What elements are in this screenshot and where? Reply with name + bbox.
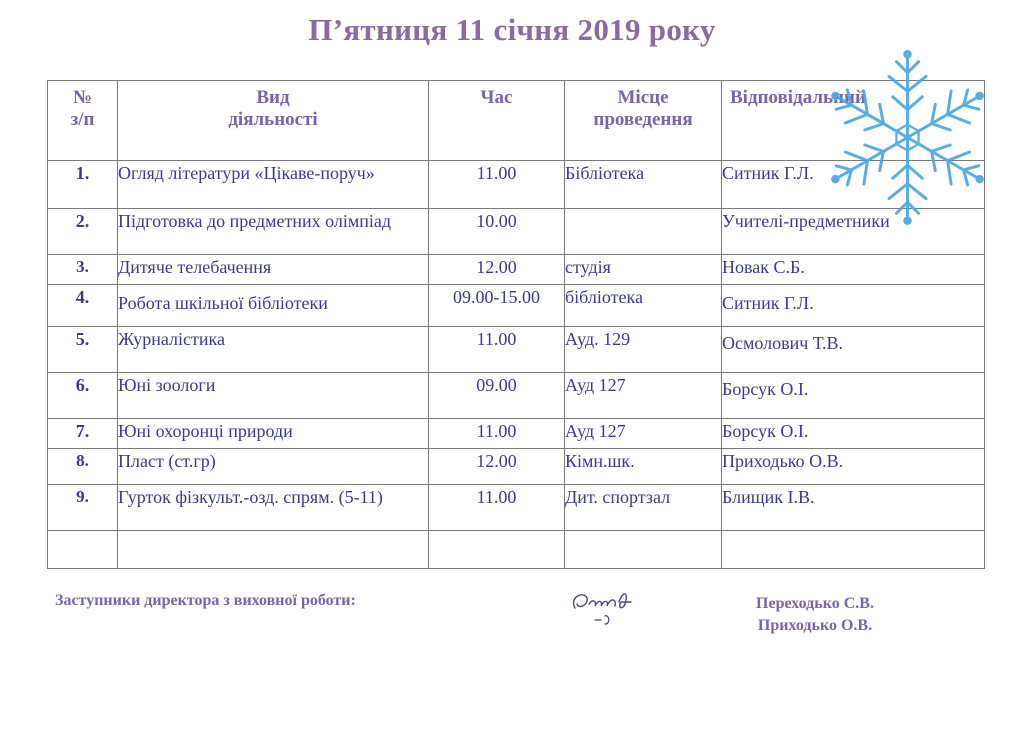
header-time (429, 81, 565, 161)
table-row (48, 255, 985, 285)
row-num: 4. (48, 285, 118, 327)
header-time-label: Час (480, 87, 513, 108)
header-activity-line2: діяльності (228, 109, 318, 130)
row-responsible: Борсук О.І. (722, 373, 985, 419)
row-time: 11.00 (429, 327, 565, 373)
row-num: 3. (48, 255, 118, 285)
row-responsible: Ситник Г.Л. (722, 161, 985, 209)
footer-name-2: Приходько О.В. (757, 617, 873, 634)
header-num (48, 81, 118, 161)
row-num: 8. (48, 449, 118, 485)
header-place (565, 81, 722, 161)
table-row (48, 449, 985, 485)
table-row-empty (48, 531, 985, 569)
row-responsible: Приходько О.В. (722, 449, 985, 485)
snowflake-icon (815, 45, 1000, 230)
row-place (565, 209, 722, 255)
header-activity (118, 81, 429, 161)
row-num: 2. (48, 209, 118, 255)
row-responsible: Борсук О.І. (722, 419, 985, 449)
row-time: 09.00 (429, 373, 565, 419)
footer-names (700, 593, 930, 637)
row-time: 09.00-15.00 (429, 285, 565, 327)
row-num: 9. (48, 485, 118, 531)
row-activity: Підготовка до предметних олімпіад (118, 209, 429, 255)
row-time: 12.00 (429, 449, 565, 485)
table-row (48, 327, 985, 373)
footer-deputies-label: Заступники директора з виховної роботи: (55, 592, 356, 609)
row-place: студія (565, 255, 722, 285)
row-activity: Дитяче телебачення (118, 255, 429, 285)
row-place: Ауд. 129 (565, 327, 722, 373)
row-num (48, 531, 118, 569)
row-activity: Гурток фізкульт.-озд. спрям. (5-11) (118, 485, 429, 531)
table-row (48, 419, 985, 449)
row-activity: Пласт (ст.гр) (118, 449, 429, 485)
row-time: 11.00 (429, 161, 565, 209)
row-time: 10.00 (429, 209, 565, 255)
header-activity-line1: Вид (256, 87, 290, 108)
row-num: 5. (48, 327, 118, 373)
table-row (48, 285, 985, 327)
row-num: 1. (48, 161, 118, 209)
header-place-line1: Місце (617, 87, 669, 108)
row-place: Ауд 127 (565, 419, 722, 449)
header-num-line2: з/п (70, 109, 95, 130)
row-time (429, 531, 565, 569)
row-time: 11.00 (429, 419, 565, 449)
table-row (48, 485, 985, 531)
footer-name-1: Переходько С.В. (756, 595, 874, 612)
row-place: Ауд 127 (565, 373, 722, 419)
row-responsible: Осмолович Т.В. (722, 327, 985, 373)
table-row (48, 373, 985, 419)
row-time: 12.00 (429, 255, 565, 285)
row-place (565, 531, 722, 569)
row-place: Кімн.шк. (565, 449, 722, 485)
row-time: 11.00 (429, 485, 565, 531)
header-responsible-label: Відповідальний (730, 87, 866, 108)
row-place: Дит. спортзал (565, 485, 722, 531)
row-activity: Огляд літератури «Цікаве-поруч» (118, 161, 429, 209)
row-responsible: Блищик І.В. (722, 485, 985, 531)
row-activity: Журналістика (118, 327, 429, 373)
row-activity: Юні зоологи (118, 373, 429, 419)
row-num: 7. (48, 419, 118, 449)
row-responsible: Ситник Г.Л. (722, 285, 985, 327)
row-activity: Юні охоронці природи (118, 419, 429, 449)
row-responsible: Учителі-предметники (722, 209, 985, 255)
row-place: бібліотека (565, 285, 722, 327)
row-activity: Робота шкільної бібліотеки (118, 285, 429, 327)
row-num: 6. (48, 373, 118, 419)
header-num-line1: № (72, 87, 93, 108)
header-place-line2: проведення (593, 109, 693, 130)
row-responsible (722, 531, 985, 569)
page-title: П’ятниця 11 січня 2019 року (308, 12, 716, 47)
signature-icon (565, 580, 645, 630)
row-responsible: Новак С.Б. (722, 255, 985, 285)
row-place: Бібліотека (565, 161, 722, 209)
row-activity (118, 531, 429, 569)
